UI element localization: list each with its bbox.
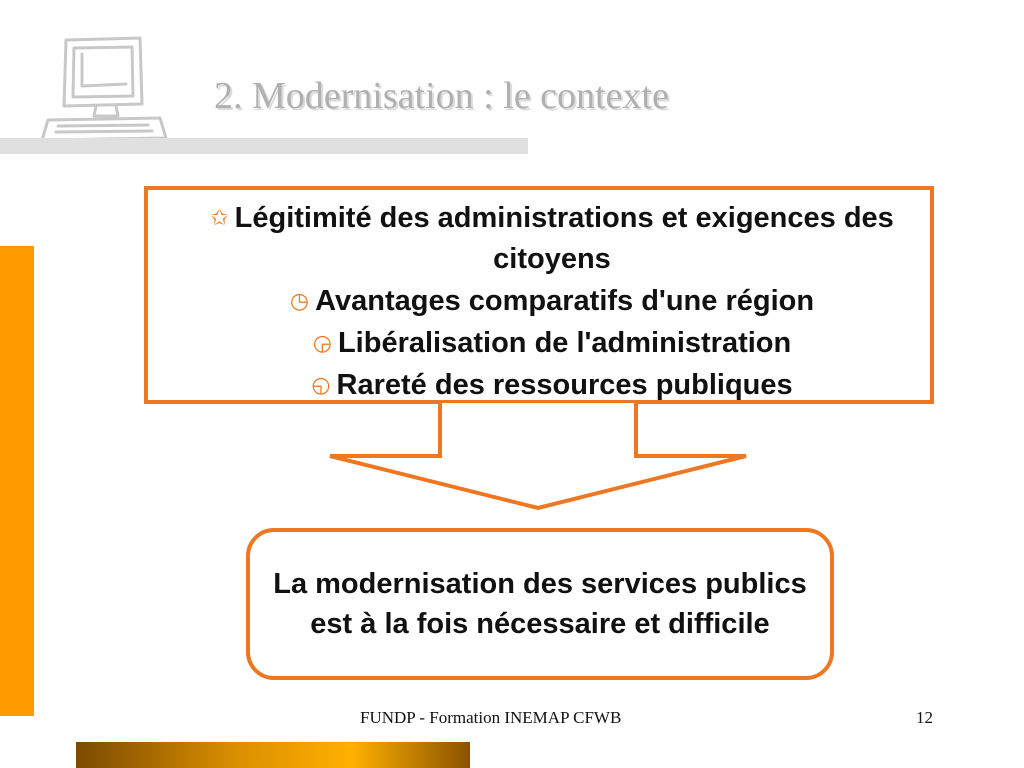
context-item <box>146 188 932 280</box>
page-number: 12 <box>916 708 933 727</box>
context-item <box>146 322 932 364</box>
footer-gradient-bar <box>76 742 470 768</box>
clock-icon: ◷ <box>289 288 310 313</box>
clock-icon: ◶ <box>312 330 332 355</box>
context-list <box>146 188 932 402</box>
conclusion-text <box>248 530 832 678</box>
star-icon: ✩ <box>210 205 229 230</box>
context-item-label: Légitimité des administrations et exigences des citoyens <box>234 202 894 275</box>
down-arrow <box>330 403 746 508</box>
footer-text: FUNDP - Formation INEMAP CFWB <box>360 708 622 727</box>
context-item-label: Avantages comparatifs d'une région <box>315 285 815 317</box>
context-item-label: Rareté des ressources publiques <box>336 369 793 401</box>
clock-icon: ◵ <box>311 372 331 397</box>
context-item-label: Libéralisation de l'administration <box>337 327 792 359</box>
slide-title: 2. Modernisation : le contexte <box>214 75 669 117</box>
context-item <box>146 280 932 322</box>
context-item <box>146 364 932 406</box>
conclusion-label: La modernisation des services publics est à la fois nécessaire et difficile <box>273 568 807 640</box>
